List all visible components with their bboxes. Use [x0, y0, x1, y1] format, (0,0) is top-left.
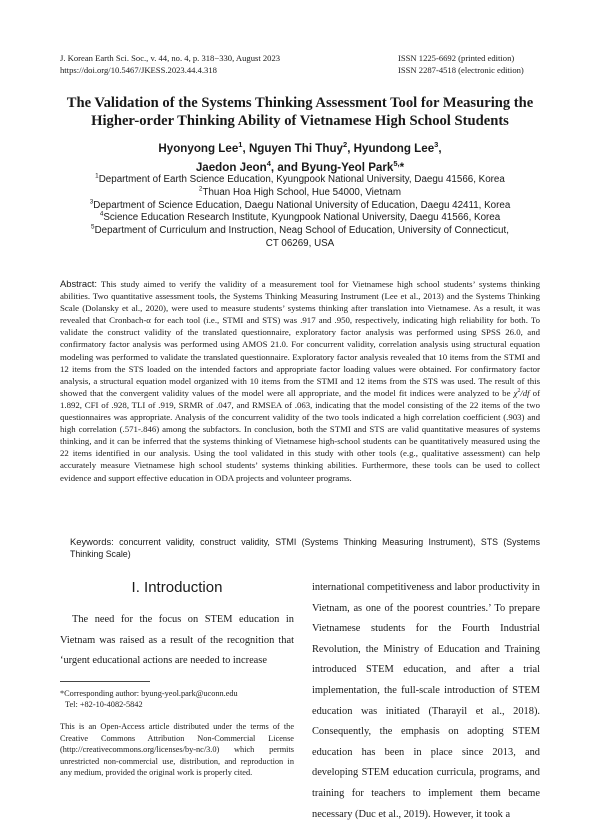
- journal-header-left: [60, 52, 280, 76]
- affiliation-item: [30, 225, 570, 238]
- author-name: Jaedon Jeon: [195, 161, 267, 174]
- author-separator: ,: [438, 142, 442, 155]
- abstract-text-continued: of 1.892, CFI of .928, TLI of .919, SRMR of .047, and RMSEA of .063, indicating that the model consisting of the 22 items of the two questionnaires was appropriate. Analysis of the concurrent validity of the two tools indicated a high correlation coefficient (.903) and high correlation (.571-.846) among the subfactors. In conclusion, both the STMI and STS are valid quantitative measures of systems thinking, and it can be inferred that the systems thinking of Vietnamese high-school students can be quantitatively measured using the 22 items identified in our analysis. Using the tool validated in this study with other tools (e.g., qualitative assessment) can help accurately measure Vietnamese high school students’ systems thinking abilities. Furthermore, these tools can be used to collect evidence and support effective education in ODA projects and volunteer programs.: [60, 387, 540, 483]
- abstract-label: Abstract:: [60, 278, 97, 289]
- author-separator: ,: [347, 142, 354, 155]
- author-line-1: [60, 139, 540, 158]
- affiliation-item: [30, 238, 570, 251]
- journal-citation: J. Korean Earth Sci. Soc., v. 44, no. 4, p. 318−330, August 2023: [60, 53, 281, 63]
- keywords-label: Keywords:: [70, 536, 114, 547]
- license-footnote: This is an Open-Access article distributed under the terms of the Creative Commons Attribution Non-Commercial License (http://creativecommons.org/licenses/by-nc/3.0) which permits unrestricted non-commercial use, distribution, and reproduction in any medium, provided the original work is properly cited.: [60, 721, 294, 778]
- affil-number: 4: [99, 211, 104, 219]
- author-name: Hyundong Lee: [353, 142, 435, 155]
- intro-paragraph: The need for the focus on STEM education in Vietnam was raised as a result of the recognition that ‘urgent educational actions are needed to increase: [60, 614, 294, 667]
- corresponding-footnote: [60, 688, 294, 711]
- keywords-block: [70, 536, 540, 560]
- corresponding-email: *Corresponding author: byung-yeol.park@uconn.edu: [60, 688, 238, 698]
- affil-number: 1: [95, 172, 99, 180]
- chi-square-exponent: 2: [517, 387, 521, 394]
- author-list: [60, 139, 540, 177]
- affil-number: 3: [89, 198, 94, 206]
- affil-number: 2: [198, 185, 203, 193]
- title-line-1: The Validation of the Systems Thinking Assessment Tool for Measuring the: [66, 95, 534, 111]
- chi-square-symbol: χ: [513, 387, 518, 398]
- abstract-block: [60, 278, 540, 484]
- affil-text: Department of Curriculum and Instruction, Neag School of Education, University of Connecticut,: [94, 225, 509, 237]
- author-affil-mark: 5,: [393, 159, 400, 169]
- author-name: Hyonyong Lee: [158, 142, 239, 155]
- affil-text: Department of Earth Science Education, Kyungpook National University, Daegu 41566, Korea: [98, 174, 505, 185]
- author-name: Byung-Yeol Park: [301, 161, 394, 174]
- affiliation-item: [30, 200, 570, 213]
- affil-number: 5: [91, 223, 95, 231]
- affiliation-item: [30, 174, 570, 187]
- corresponding-mark: *: [399, 161, 405, 174]
- affil-text: CT 06269, USA: [265, 237, 335, 249]
- issn-electronic: ISSN 2287-4518 (electronic edition): [398, 65, 524, 75]
- left-column: [60, 578, 294, 779]
- author-separator: , and: [270, 161, 302, 174]
- issn-print: ISSN 1225-6692 (printed edition): [398, 53, 515, 63]
- footnote-divider: [60, 681, 150, 682]
- doi-link[interactable]: https://doi.org/10.5467/JKESS.2023.44.4.318: [60, 65, 217, 75]
- section-heading: I. Introduction: [131, 579, 223, 596]
- title-line-2: Higher-order Thinking Ability of Vietnamese High School Students: [91, 113, 509, 129]
- chi-square-df: /df: [520, 387, 530, 398]
- author-separator: ,: [242, 142, 249, 155]
- author-affil-mark: 1: [238, 140, 243, 150]
- right-column-text: international competitiveness and labor productivity in Vietnam, as one of the poorest countries.’ To prepare Vietnamese students for the Fourth Industrial Revolution, the Ministry of Education and Training introduced STEM education, and after a trial implementation, the full-scale introduction of STEM education was initiated (Tharayil et al., 2018). Consequently, the emphasis on adopting STEM education has been in place since 2013, and developing STEM education curricula, programs, and training for teachers to implement them became necessary (Duc et al., 2019). However, it took a: [312, 582, 540, 820]
- author-affil-mark: 3: [434, 140, 439, 150]
- affil-text: Thuan Hoa High School, Hue 54000, Vietnam: [202, 186, 402, 198]
- affil-text: Science Education Research Institute, Kyungpook National University, Daegu 41566, Korea: [103, 212, 501, 224]
- abstract-text: This study aimed to verify the validity of a measurement tool for Vietnamese high school students’ systems thinking abilities. Two quantitative assessment tools, the Systems Thinking Measuring Instrument (Lee et al., 2013) and the Systems Thinking Scale (Dolansky et al., 2020), were used to measure students’ systems thinking after translation into Vietnamese. As a result, it was revealed that Cronbach-α for each tool (i.e., STMI and STS) was .917 and .950, respectively, indicating high reliability for both. To validate the construct validity of the translated questionnaire, exploratory factor analysis was performed using SPSS 26.0, and confirmatory factor analysis was performed using AMOS 21.0. For concurrent validity, correlation analysis using structural equation modeling was performed to validate the translated questionnaire. Exploratory factor analysis revealed that 10 items from the STMI and 12 items from the STS loaded on the intended factors and appropriate factor loading values were obtained. For confirmatory factor analysis, a structural equation model organized with 10 items from the STMI and 12 items from the STS was used. The result of this showed that the convergent validity values of the model were all appropriate, and the model fit indices were analyzed to be: [60, 279, 540, 398]
- journal-header-right: [398, 52, 524, 76]
- affil-text: Department of Science Education, Daegu National University of Education, Daegu 42411, Korea: [93, 199, 511, 211]
- author-affil-mark: 4: [266, 159, 271, 169]
- author-name: Nguyen Thi Thuy: [248, 142, 343, 155]
- author-affil-mark: 2: [342, 140, 348, 150]
- affiliation-list: [30, 174, 570, 251]
- paper-title: [40, 94, 560, 130]
- corresponding-tel: Tel: +82-10-4082-5842: [65, 700, 143, 710]
- keywords-text: concurrent validity, construct validity, STMI (Systems Thinking Measuring Instrument), STS (Systems Thinking Scale): [70, 537, 540, 559]
- affiliation-item: [30, 187, 570, 200]
- affiliation-item: [30, 212, 570, 225]
